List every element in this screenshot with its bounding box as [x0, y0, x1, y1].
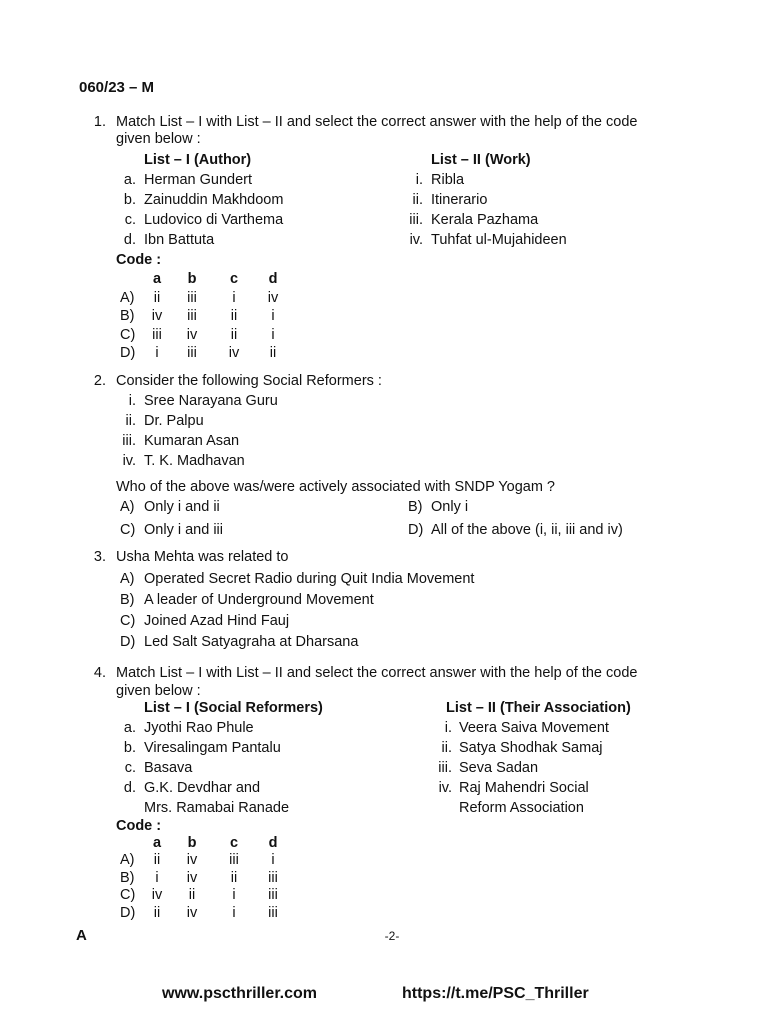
list-item: Kerala Pazhama	[431, 212, 539, 228]
list-item: Jyothi Rao Phule	[144, 720, 254, 736]
list-marker: a.	[123, 172, 136, 188]
list-1-title: List – I (Social Reformers)	[144, 700, 323, 716]
option-marker: D)	[120, 634, 136, 650]
list-marker: i.	[415, 172, 423, 188]
code-cell: i	[271, 327, 275, 343]
code-cell: ii	[188, 887, 196, 903]
list-item: Seva Sadan	[459, 760, 539, 776]
code-cell: i	[271, 852, 275, 868]
code-cell: i	[155, 870, 159, 886]
option-text: A leader of Underground Movement	[144, 592, 374, 608]
option-marker: B)	[120, 592, 135, 608]
question-number: 4.	[93, 665, 106, 681]
question-text: Match List – I with List – II and select the correct answer with the help of the code	[116, 114, 638, 130]
code-cell: ii	[230, 327, 238, 343]
code-cell: i	[232, 290, 236, 306]
code-cell: iii	[229, 852, 239, 868]
option-marker: B)	[408, 499, 423, 515]
code-head: c	[229, 271, 239, 287]
list-item-cont: Mrs. Ramabai Ranade	[144, 800, 290, 816]
paper-code: 060/23 – M	[79, 79, 155, 96]
list-marker: iv.	[409, 232, 423, 248]
list-2-title: List – II (Their Association)	[446, 700, 631, 716]
code-option: B)	[120, 308, 135, 324]
list-item: G.K. Devdhar and	[144, 780, 261, 796]
code-cell: i	[271, 308, 275, 324]
code-head: b	[187, 271, 197, 287]
code-option: B)	[120, 870, 135, 886]
series-letter: A	[76, 927, 87, 944]
option-text: Only i and ii	[144, 499, 220, 515]
question-number: 2.	[93, 373, 106, 389]
code-cell: i	[232, 887, 236, 903]
list-2-title: List – II (Work)	[431, 152, 531, 168]
list-marker: b.	[123, 740, 136, 756]
list-item: Kumaran Asan	[144, 433, 240, 449]
list-marker: iii.	[438, 760, 452, 776]
option-marker: A)	[120, 571, 135, 587]
list-item-cont: Reform Association	[459, 800, 584, 816]
code-head: d	[268, 835, 278, 851]
list-marker: d.	[123, 232, 136, 248]
code-option: D)	[120, 905, 136, 921]
code-cell: iii	[187, 308, 197, 324]
code-cell: iii	[268, 905, 278, 921]
list-marker: c.	[124, 212, 136, 228]
code-option: A)	[120, 852, 135, 868]
question-text-cont: given below :	[116, 131, 201, 147]
code-cell: ii	[153, 905, 161, 921]
website-link[interactable]: www.pscthriller.com	[162, 985, 318, 1002]
code-head: c	[229, 835, 239, 851]
option-marker: A)	[120, 499, 135, 515]
code-cell: ii	[230, 308, 238, 324]
code-cell: iv	[151, 887, 163, 903]
list-marker: ii.	[412, 192, 423, 208]
option-marker: C)	[120, 613, 136, 629]
question-text-cont: given below :	[116, 683, 201, 699]
code-cell: iii	[187, 345, 197, 361]
option-text: Joined Azad Hind Fauj	[144, 613, 290, 629]
list-item: Ludovico di Varthema	[144, 212, 284, 228]
list-1-title: List – I (Author)	[144, 152, 252, 168]
code-option: D)	[120, 345, 136, 361]
code-cell: iii	[268, 887, 278, 903]
code-head: a	[152, 835, 162, 851]
code-head: d	[268, 271, 278, 287]
list-marker: iv.	[122, 453, 136, 469]
option-text: Only i and iii	[144, 522, 223, 538]
code-cell: iv	[186, 905, 198, 921]
option-marker: D)	[408, 522, 424, 538]
question-number: 1.	[93, 114, 106, 130]
code-label: Code :	[116, 252, 162, 268]
question-text: Consider the following Social Reformers :	[116, 373, 382, 389]
code-cell: iv	[228, 345, 240, 361]
list-marker: iv.	[438, 780, 452, 796]
list-item: Basava	[144, 760, 193, 776]
list-item: Itinerario	[431, 192, 488, 208]
list-marker: c.	[124, 760, 136, 776]
code-cell: iii	[152, 327, 162, 343]
code-option: C)	[120, 887, 136, 903]
code-head: a	[152, 271, 162, 287]
list-item: Zainuddin Makhdoom	[144, 192, 284, 208]
question-text: Usha Mehta was related to	[116, 549, 289, 565]
option-marker: C)	[120, 522, 136, 538]
code-cell: iii	[268, 870, 278, 886]
code-option: C)	[120, 327, 136, 343]
list-marker: i.	[128, 393, 136, 409]
question-text: Match List – I with List – II and select the correct answer with the help of the code	[116, 665, 638, 681]
code-cell: ii	[153, 852, 161, 868]
list-item: T. K. Madhavan	[144, 453, 245, 469]
code-cell: iii	[187, 290, 197, 306]
telegram-link[interactable]: https://t.me/PSC_Thriller	[402, 985, 589, 1002]
code-cell: i	[232, 905, 236, 921]
list-item: Dr. Palpu	[144, 413, 204, 429]
code-cell: ii	[153, 290, 161, 306]
code-option: A)	[120, 290, 135, 306]
code-label: Code :	[116, 818, 162, 834]
list-item: Veera Saiva Movement	[459, 720, 609, 736]
question-prompt: Who of the above was/were actively associated with SNDP Yogam ?	[116, 479, 555, 495]
list-marker: b.	[123, 192, 136, 208]
option-text: Operated Secret Radio during Quit India Movement	[144, 571, 475, 587]
code-cell: iv	[151, 308, 163, 324]
list-item: Herman Gundert	[144, 172, 252, 188]
option-text: All of the above (i, ii, iii and iv)	[431, 522, 623, 538]
question-number: 3.	[93, 549, 106, 565]
option-text: Only i	[431, 499, 469, 515]
page-number: -2-	[384, 929, 400, 943]
list-item: Raj Mahendri Social	[459, 780, 589, 796]
list-marker: a.	[123, 720, 136, 736]
list-marker: ii.	[125, 413, 136, 429]
code-cell: i	[155, 345, 159, 361]
option-text: Led Salt Satyagraha at Dharsana	[144, 634, 359, 650]
list-item: Ibn Battuta	[144, 232, 215, 248]
code-cell: ii	[230, 870, 238, 886]
list-marker: i.	[444, 720, 452, 736]
code-head: b	[187, 835, 197, 851]
code-cell: iv	[186, 327, 198, 343]
code-cell: ii	[269, 345, 277, 361]
list-marker: iii.	[409, 212, 423, 228]
list-marker: iii.	[122, 433, 136, 449]
list-item: Viresalingam Pantalu	[144, 740, 281, 756]
list-item: Satya Shodhak Samaj	[459, 740, 603, 756]
code-cell: iv	[267, 290, 279, 306]
code-cell: iv	[186, 852, 198, 868]
list-item: Sree Narayana Guru	[144, 393, 278, 409]
list-marker: ii.	[441, 740, 452, 756]
list-item: Tuhfat ul-Mujahideen	[431, 232, 567, 248]
list-item: Ribla	[431, 172, 465, 188]
list-marker: d.	[123, 780, 136, 796]
code-cell: iv	[186, 870, 198, 886]
